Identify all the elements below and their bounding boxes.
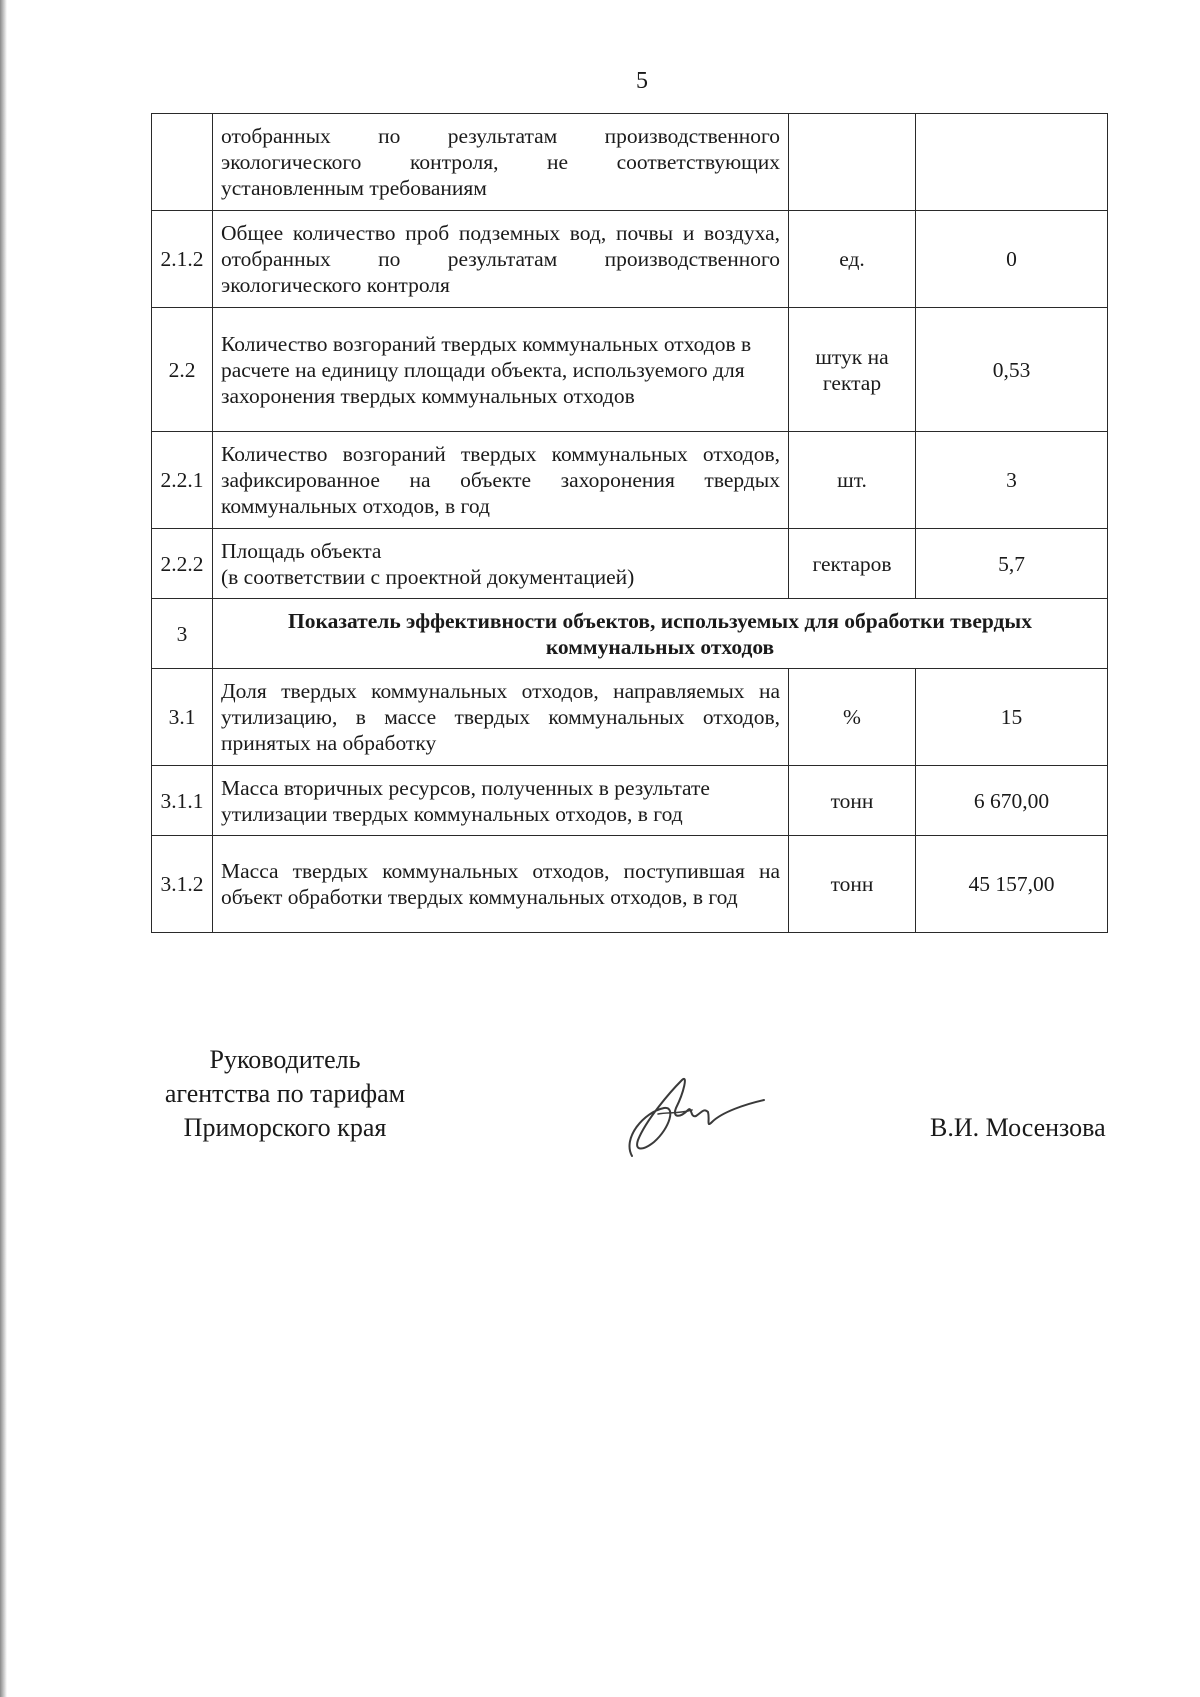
row-number: 3.1 xyxy=(152,669,213,766)
row-description: Масса вторичных ресурсов, полученных в результате утилизации твердых коммунальных отходов, в год xyxy=(213,766,789,836)
signer-title xyxy=(150,1043,420,1145)
row-unit: тонн xyxy=(789,836,916,933)
row-value: 0 xyxy=(916,211,1108,308)
row-unit: ед. xyxy=(789,211,916,308)
row-unit: штук на гектар xyxy=(789,308,916,432)
table-row xyxy=(152,114,1108,211)
indicators-table xyxy=(151,113,1108,933)
row-description: Масса твердых коммунальных отходов, поступившая на объект обработки твердых коммунальных отходов, в год xyxy=(213,836,789,933)
row-unit: гектаров xyxy=(789,529,916,599)
signer-title-line: Приморского края xyxy=(183,1113,387,1142)
row-value: 3 xyxy=(916,432,1108,529)
row-description: Общее количество проб подземных вод, почвы и воздуха, отобранных по результатам производственного экологического контроля xyxy=(213,211,789,308)
row-description-line: (в соответствии с проектной документацией) xyxy=(221,564,635,589)
row-value: 0,53 xyxy=(916,308,1108,432)
row-number: 2.1.2 xyxy=(152,211,213,308)
row-value: 6 670,00 xyxy=(916,766,1108,836)
table-row xyxy=(152,836,1108,933)
signer-title-line: агентства по тарифам xyxy=(164,1079,406,1108)
table-row xyxy=(152,529,1108,599)
table-row xyxy=(152,211,1108,308)
row-unit: шт. xyxy=(789,432,916,529)
row-number: 2.2 xyxy=(152,308,213,432)
row-value: 45 157,00 xyxy=(916,836,1108,933)
row-description: Количество возгораний твердых коммунальных отходов, зафиксированное на объекте захоронения твердых коммунальных отходов, в год xyxy=(213,432,789,529)
row-description: Количество возгораний твердых коммунальных отходов в расчете на единицу площади объекта, используемого для захоронения твердых коммунальных отходов xyxy=(213,308,789,432)
table-section-row xyxy=(152,599,1108,669)
row-value: 5,7 xyxy=(916,529,1108,599)
scan-left-edge xyxy=(0,0,7,1697)
row-unit xyxy=(789,114,916,211)
row-description-line: Площадь объекта xyxy=(221,538,382,563)
row-number xyxy=(152,114,213,211)
row-description: отобранных по результатам производственного экологического контроля, не соответствующих установленным требованиям xyxy=(213,114,789,211)
row-unit: % xyxy=(789,669,916,766)
handwritten-signature xyxy=(618,1068,768,1168)
table-row xyxy=(152,766,1108,836)
row-number: 3.1.2 xyxy=(152,836,213,933)
row-value: 15 xyxy=(916,669,1108,766)
table-row xyxy=(152,432,1108,529)
page-number: 5 xyxy=(636,68,648,94)
row-value xyxy=(916,114,1108,211)
row-description: Доля твердых коммунальных отходов, направляемых на утилизацию, в массе твердых коммунальных отходов, принятых на обработку xyxy=(213,669,789,766)
row-unit: тонн xyxy=(789,766,916,836)
signer-name: В.И. Мосензова xyxy=(930,1113,1106,1142)
section-heading: Показатель эффективности объектов, используемых для обработки твердых коммунальных отходов xyxy=(213,599,1108,669)
section-number: 3 xyxy=(152,599,213,669)
row-number: 2.2.1 xyxy=(152,432,213,529)
signer-title-line: Руководитель xyxy=(209,1045,361,1074)
table-row xyxy=(152,669,1108,766)
row-description xyxy=(213,529,789,599)
row-number: 2.2.2 xyxy=(152,529,213,599)
row-number: 3.1.1 xyxy=(152,766,213,836)
table-row xyxy=(152,308,1108,432)
